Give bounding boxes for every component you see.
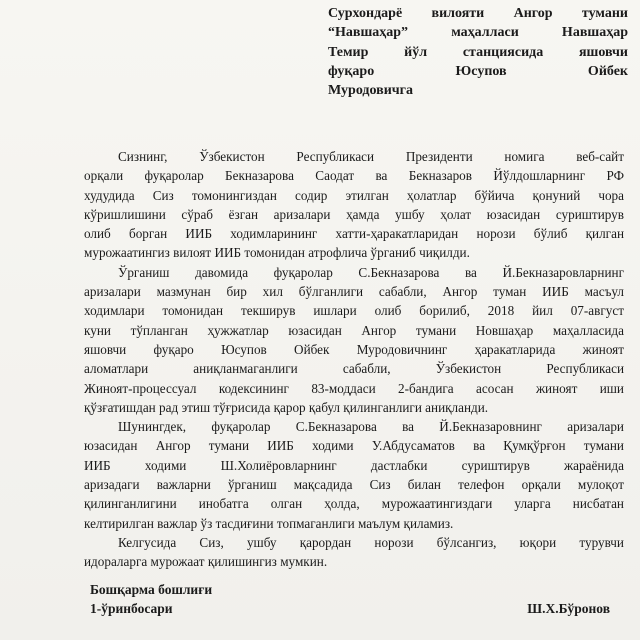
paragraph-4: [84, 533, 624, 572]
text-line: куни тўпланган ҳужжатлар юзасидан Ангор тумани Новшаҳар маҳалласида: [84, 322, 624, 338]
text-line: аломатлари аниқланмаганлиги сабабли, Ўзбекистон Республикаси: [84, 361, 624, 377]
text-line: идораларга мурожаат қилишингиз мумкин.: [84, 554, 328, 570]
text-line: қилинганлигини инобатга олган ҳолда, мурожаатингиздаги уларга нисбатан: [84, 496, 624, 512]
text-line: келтирилган важлар ўз тасдиғини топмаганлиги маълум қиламиз.: [84, 515, 454, 531]
text-line: Келгусида Сиз, ушбу қарордан норози бўлсангиз, юқори турувчи: [118, 534, 624, 550]
paragraph-1: [84, 147, 624, 263]
position-line: 1-ўринбосари: [90, 601, 173, 616]
paragraph-2: [84, 263, 624, 417]
position-line: Бошқарма бошлиғи: [90, 582, 213, 597]
text-line: яшовчи фуқаро Юсупов Ойбек Муродовичнинг ҳаракатларида жиноят: [84, 341, 624, 357]
text-line: ИИБ ходими Ш.Холиёровларнинг дастлабки суриштирув жараёнида: [84, 457, 624, 473]
text-line: кўришлишини сўраб ёзган аризалари ҳамда ушбу ҳолат юзасидан суриштирув: [84, 206, 624, 222]
text-line: аризадаги важларни ўрганиш мақсадида Сиз билан телефон орқали мулоқот: [84, 477, 624, 493]
recipient-line: “Навшаҳар” маҳалласи Навшаҳар: [328, 25, 628, 41]
recipient-address: [328, 4, 628, 101]
signature-block: [90, 580, 610, 618]
text-line: қўзғатишдан рад этиш тўғрисида қарор қабул қилинганлиги аниқланди.: [84, 399, 489, 415]
text-line: худудида Сиз томонингиздан содир этилган ҳолатлар бўйича қонуний чора: [84, 187, 624, 203]
text-line: юзасидан Ангор тумани ИИБ ходими У.Абдусаматов ва Қумқўрғон тумани: [84, 438, 624, 454]
recipient-line: фуқаро Юсупов Ойбек: [328, 63, 628, 79]
text-line: Сизнинг, Ўзбекистон Республикаси Президенти номига веб-сайт: [118, 149, 624, 164]
text-line: Шунингдек, фуқаролар С.Бекназарова ва Й.Бекназаровнинг аризалари: [118, 419, 624, 435]
letter-body: [84, 147, 624, 572]
text-line: ходимлари томонидан текширув ишлари олиб борилиб, 2018 йил 07-август: [84, 303, 624, 319]
text-line: Жиноят-процессуал кодексининг 83-моддаси 2-бандига асосан жиноят иши: [84, 380, 624, 396]
text-line: Ўрганиш давомида фуқаролар С.Бекназарова ва Й.Бекназаровларнинг: [118, 264, 624, 280]
signer-name: Ш.Х.Бўронов: [527, 601, 610, 616]
text-line: орқали фуқаролар Бекназарова Саодат ва Бекназаров Йўлдошларнинг РФ: [84, 168, 624, 184]
text-line: олиб борган ИИБ ходимларининг хатти-ҳаракатларидан норози бўлиб қилган: [84, 226, 624, 242]
paragraph-3: [84, 417, 624, 533]
recipient-line: Муродовичга: [328, 83, 414, 99]
text-line: аризалари мазмунан бир хил бўлганлиги сабабли, Ангор туман ИИБ масъул: [84, 284, 624, 300]
recipient-line: Сурхондарё вилояти Ангор тумани: [328, 6, 628, 21]
recipient-line: Темир йўл станциясида яшовчи: [328, 44, 628, 60]
text-line: мурожаатингиз вилоят ИИБ томонидан атрофлича ўрганиб чиқилди.: [84, 245, 470, 261]
